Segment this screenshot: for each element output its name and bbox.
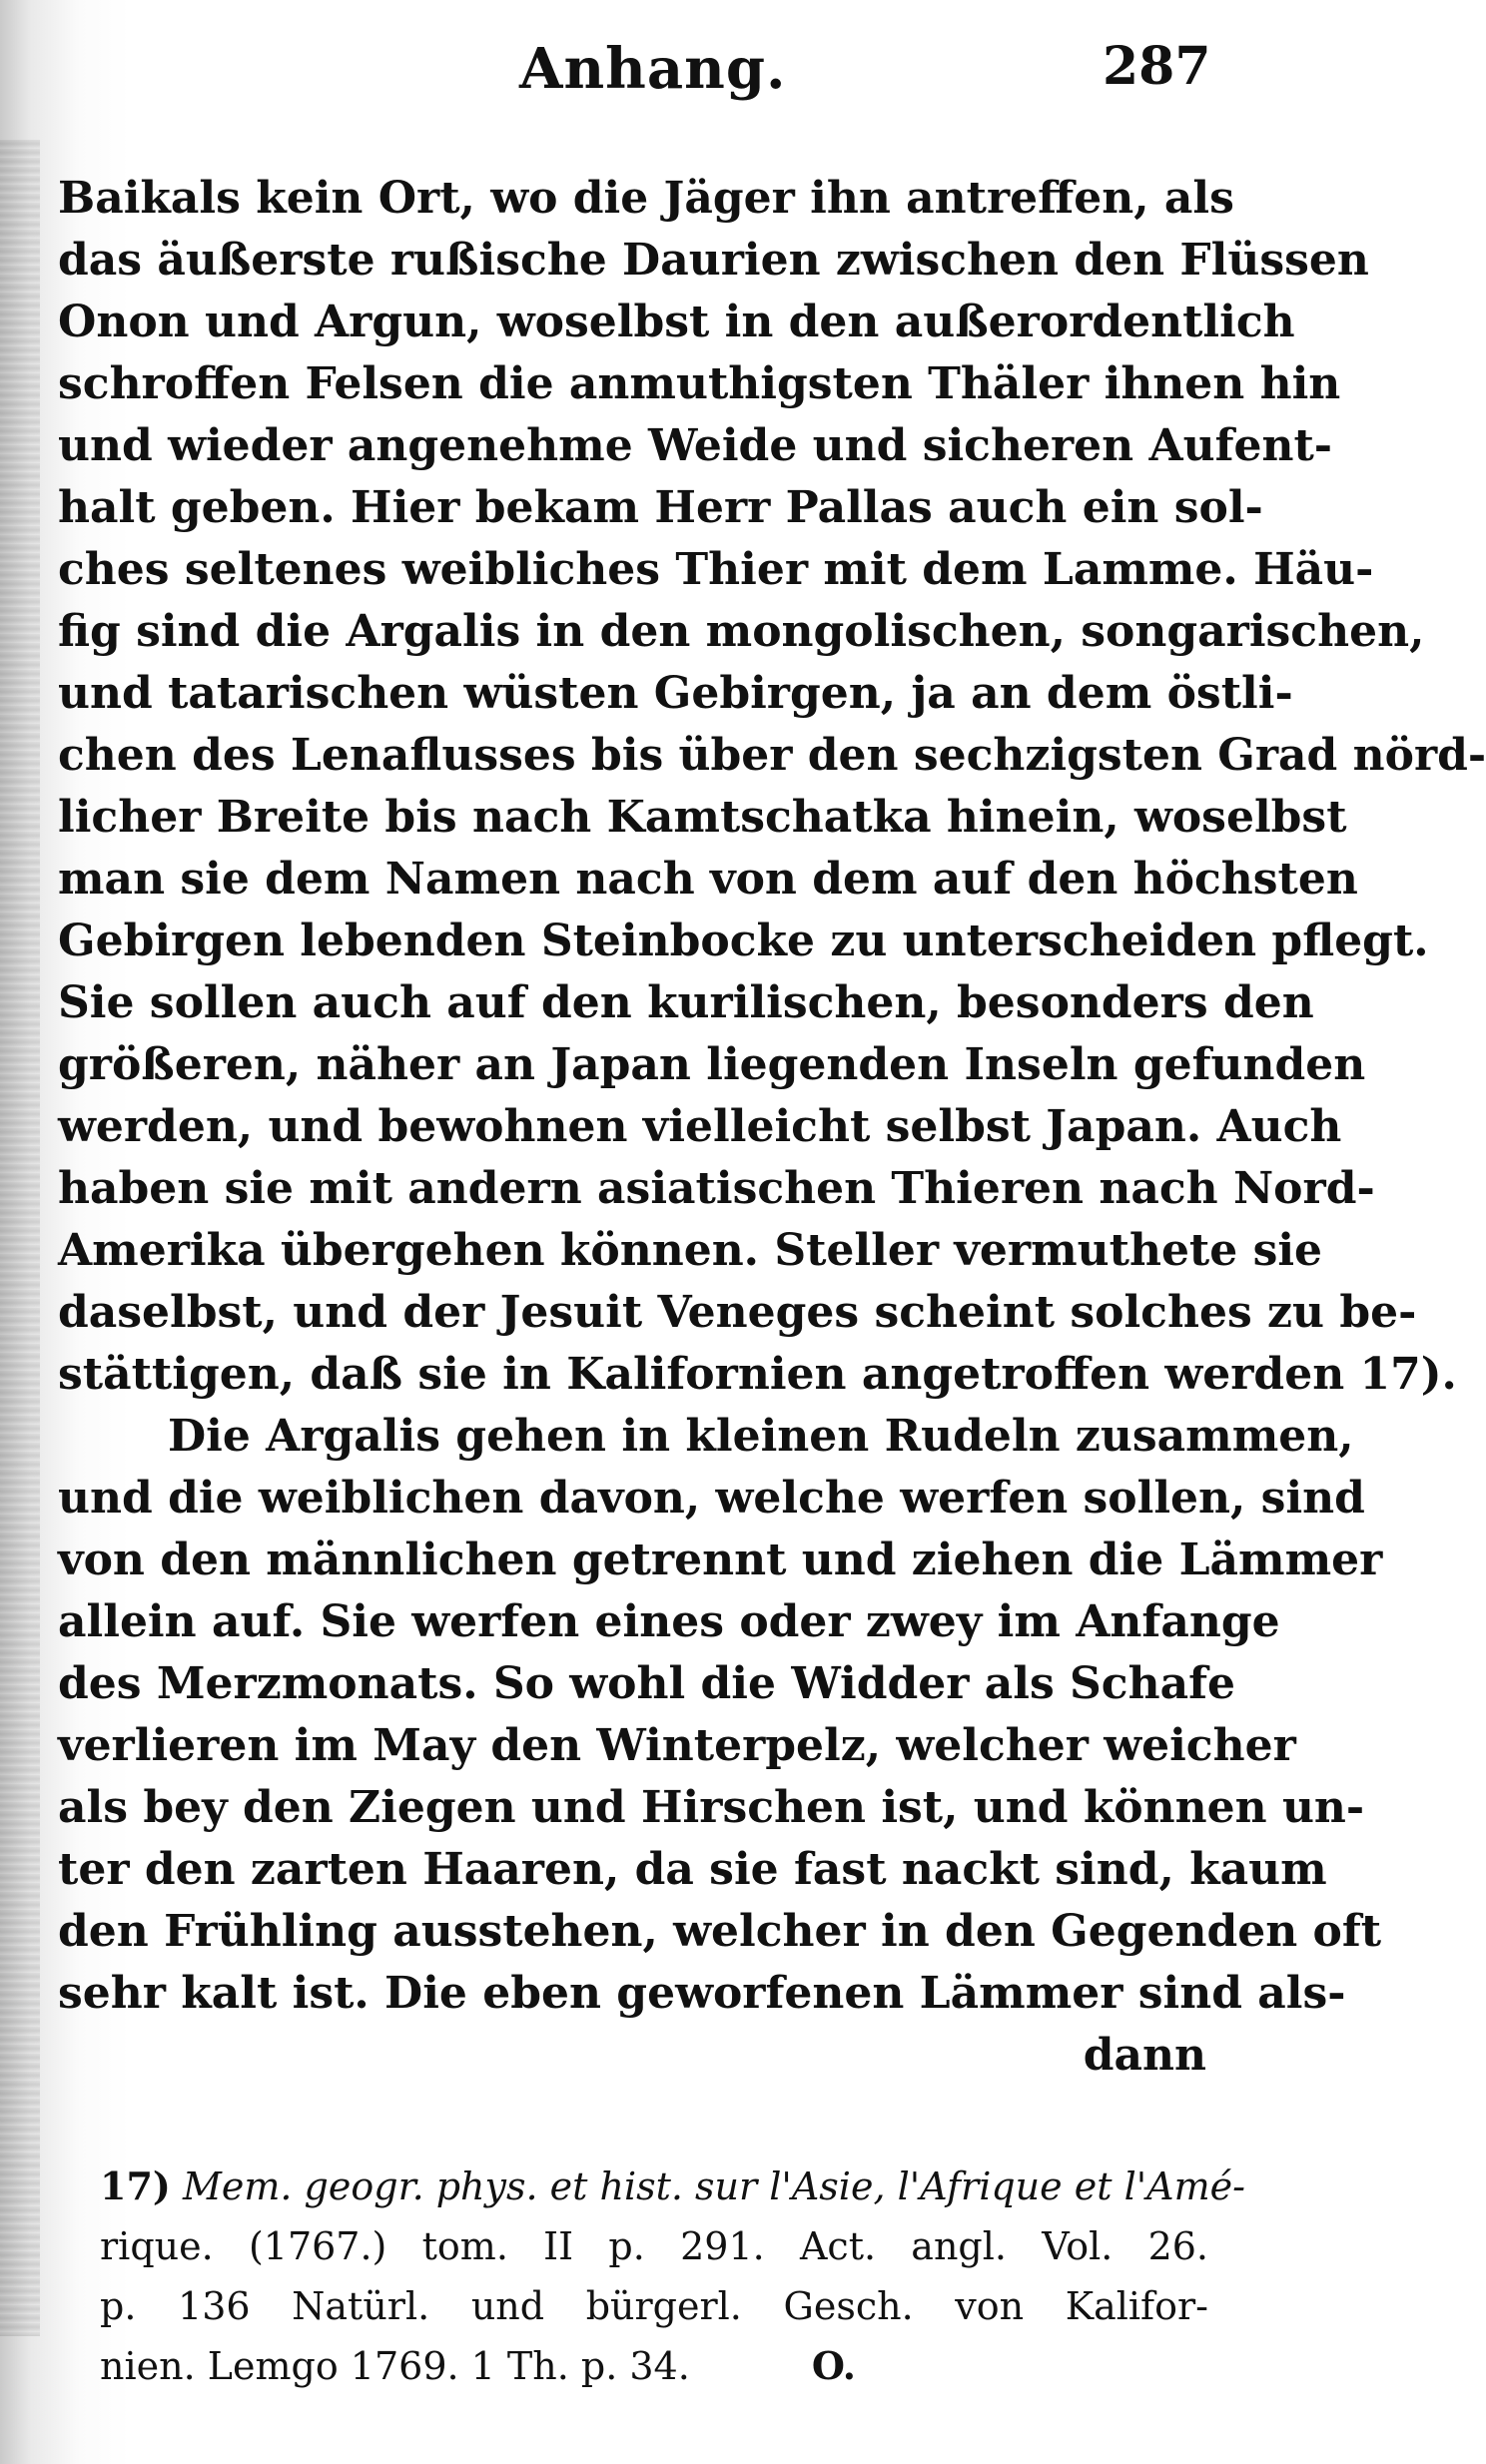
text-line: werden, und bewohnen vielleicht selbst Japan. Auch <box>58 1101 1342 1152</box>
text-line: Gebirgen lebenden Steinbocke zu unterscheiden pflegt. <box>58 916 1429 966</box>
footnote-mark: 17) <box>100 2163 171 2208</box>
text-line: daselbst, und der Jesuit Veneges scheint solches zu be- <box>58 1287 1417 1338</box>
text-line: Baikals kein Ort, wo die Jäger ihn antreffen, als <box>58 173 1234 224</box>
page-number: 287 <box>1103 36 1211 97</box>
text-line: größeren, näher an Japan liegenden Inseln gefunden <box>58 1039 1366 1090</box>
footnote-line <box>100 2336 1208 2396</box>
footnote-text: nien. Lemgo 1769. 1 Th. p. 34. <box>100 2344 690 2388</box>
text-line: haben sie mit andern asiatischen Thieren nach Nord- <box>58 1163 1375 1214</box>
text-line: und die weiblichen davon, welche werfen sollen, sind <box>58 1473 1365 1524</box>
text-line: das äußerste rußische Daurien zwischen den Flüssen <box>58 235 1369 286</box>
text-line: Onon und Argun, woselbst in den außerordentlich <box>58 297 1295 347</box>
footnote-text: Mem. geogr. phys. et hist. sur l'Asie, l'Afrique et l'Amé- <box>182 2164 1245 2208</box>
footnote-line: rique. (1767.) tom. II p. 291. Act. angl. Vol. 26. <box>100 2224 1208 2268</box>
text-line: und wieder angenehme Weide und sicheren Aufent- <box>58 420 1333 471</box>
footnote-line: p. 136 Natürl. und bürgerl. Gesch. von Kalifor- <box>100 2284 1208 2328</box>
footnote-signature: O. <box>811 2343 857 2388</box>
text-line: verlieren im May den Winterpelz, welcher weicher <box>58 1720 1296 1771</box>
main-text <box>58 168 1486 2087</box>
text-line: chen des Lenaflusses bis über den sechzigsten Grad nörd- <box>58 730 1486 781</box>
text-line: allein auf. Sie werfen eines oder zwey im Anfange <box>58 1596 1280 1647</box>
text-line: Amerika übergehen können. Steller vermuthete sie <box>58 1225 1323 1276</box>
text-line: Sie sollen auch auf den kurilischen, besonders den <box>58 977 1314 1028</box>
paragraph-start-line: Die Argalis gehen in kleinen Rudeln zusammen, <box>168 1411 1354 1462</box>
text-line: schroffen Felsen die anmuthigsten Thäler ihnen hin <box>58 358 1341 409</box>
text-line: sehr kalt ist. Die eben geworfenen Lämmer sind als- <box>58 1968 1346 2019</box>
text-line: man sie dem Namen nach von dem auf den höchsten <box>58 854 1358 905</box>
footnote-line <box>100 2156 1245 2216</box>
text-line: stättigen, daß sie in Kalifornien angetroffen werden 17). <box>58 1349 1457 1400</box>
text-line: von den männlichen getrennt und ziehen die Lämmer <box>58 1535 1383 1585</box>
binding-gutter-shadow <box>0 140 40 2336</box>
text-line: halt geben. Hier bekam Herr Pallas auch ein sol- <box>58 482 1263 533</box>
catchword: dann <box>1083 2030 1206 2081</box>
text-line: den Frühling ausstehen, welcher in den Gegenden oft <box>58 1906 1382 1957</box>
text-line: licher Breite bis nach Kamtschatka hinein, woselbst <box>58 792 1347 843</box>
running-head: Anhang. <box>519 36 787 102</box>
text-line: des Merzmonats. So wohl die Widder als Schafe <box>58 1658 1236 1709</box>
footnote <box>100 2156 1245 2396</box>
text-line: ches seltenes weibliches Thier mit dem Lamme. Häu- <box>58 544 1374 595</box>
text-line: ter den zarten Haaren, da sie fast nackt sind, kaum <box>58 1844 1327 1895</box>
text-line: fig sind die Argalis in den mongolischen, songarischen, <box>58 606 1425 657</box>
text-line: und tatarischen wüsten Gebirgen, ja an dem östli- <box>58 668 1293 719</box>
text-line: als bey den Ziegen und Hirschen ist, und können un- <box>58 1782 1365 1833</box>
